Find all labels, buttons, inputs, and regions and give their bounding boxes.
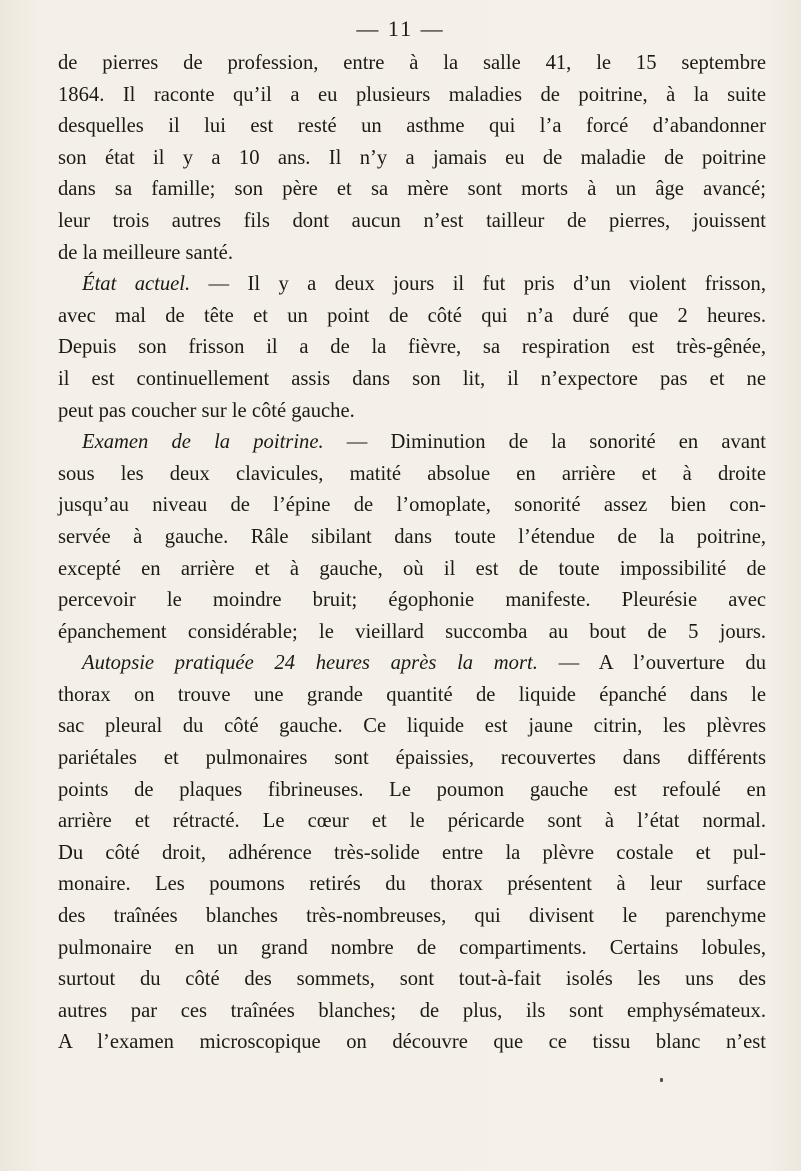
text-line: points de plaques fibrineuses. Le poumon gauche est refoulé en	[58, 778, 766, 801]
body-text	[58, 48, 766, 1059]
ink-speck	[660, 1078, 663, 1082]
text-line: de pierres de profession, entre à la salle 41, le 15 septembre	[58, 52, 766, 74]
page-number: — 11 —	[356, 16, 445, 41]
text-line: pariétales et pulmonaires sont épaissies, recouvertes dans différents	[58, 747, 766, 770]
text-line: A l’examen microscopique on découvre que ce tissu blanc n’est	[58, 1031, 766, 1054]
text-line: dans sa famille; son père et sa mère sont morts à un âge avancé;	[58, 178, 766, 201]
text-line: servée à gauche. Râle sibilant dans toute l’étendue de la poitrine,	[58, 525, 766, 548]
text-line: percevoir le moindre bruit; égophonie manifeste. Pleurésie avec	[58, 589, 766, 612]
text-line: desquelles il lui est resté un asthme qui l’a forcé d’abandonner	[58, 115, 766, 138]
section-heading-line: État actuel. — Il y a deux jours il fut pris d’un violent frisson,	[82, 273, 766, 296]
text-line: il est continuellement assis dans son lit, il n’expectore pas et ne	[58, 367, 766, 390]
text-line: pulmonaire en un grand nombre de compartiments. Certains lobules,	[58, 936, 766, 959]
text-line: arrière et rétracté. Le cœur et le péricarde sont à l’état normal.	[58, 810, 766, 833]
text-line: Depuis son frisson il a de la fièvre, sa respiration est très-gênée,	[58, 336, 766, 359]
text-line: jusqu’au niveau de l’épine de l’omoplate, sonorité assez bien con-	[58, 494, 766, 517]
text-line: sous les deux clavicules, matité absolue en arrière et à droite	[58, 462, 766, 485]
text-line: surtout du côté des sommets, sont tout-à-fait isolés les uns des	[58, 968, 766, 991]
text-line: avec mal de tête et un point de côté qui n’a duré que 2 heures.	[58, 304, 766, 327]
text-line: leur trois autres fils dont aucun n’est tailleur de pierres, jouissent	[58, 209, 766, 232]
text-line: excepté en arrière et à gauche, où il est de toute impossibilité de	[58, 557, 766, 580]
text-line: son état il y a 10 ans. Il n’y a jamais eu de maladie de poitrine	[58, 146, 766, 169]
text-line: 1864. Il raconte qu’il a eu plusieurs maladies de poitrine, à la suite	[58, 83, 766, 106]
text-line: autres par ces traînées blanches; de plus, ils sont emphysémateux.	[58, 999, 766, 1022]
text-line: épanchement considérable; le vieillard succomba au bout de 5 jours.	[58, 620, 766, 643]
text-line: de la meilleure santé.	[58, 241, 233, 264]
section-heading-examen: Examen de la poitrine.	[82, 431, 324, 454]
text-line: des traînées blanches très-nombreuses, qui divisent le parenchyme	[58, 905, 766, 928]
text-line: peut pas coucher sur le côté gauche.	[58, 399, 355, 422]
section-heading-line: Examen de la poitrine. — Diminution de la sonorité en avant	[82, 431, 766, 454]
text-line: Du côté droit, adhérence très-solide entre la plèvre costale et pul-	[58, 841, 766, 864]
text-line: thorax on trouve une grande quantité de liquide épanché dans le	[58, 683, 766, 706]
section-heading-autopsie: Autopsie pratiquée 24 heures après la mort.	[82, 652, 538, 675]
section-heading-etat-actuel: État actuel.	[82, 273, 191, 296]
text-line: sac pleural du côté gauche. Ce liquide est jaune citrin, les plèvres	[58, 715, 766, 738]
text-line: monaire. Les poumons retirés du thorax présentent à leur surface	[58, 873, 766, 896]
section-heading-line: Autopsie pratiquée 24 heures après la mort. — A l’ouverture du	[82, 652, 766, 675]
